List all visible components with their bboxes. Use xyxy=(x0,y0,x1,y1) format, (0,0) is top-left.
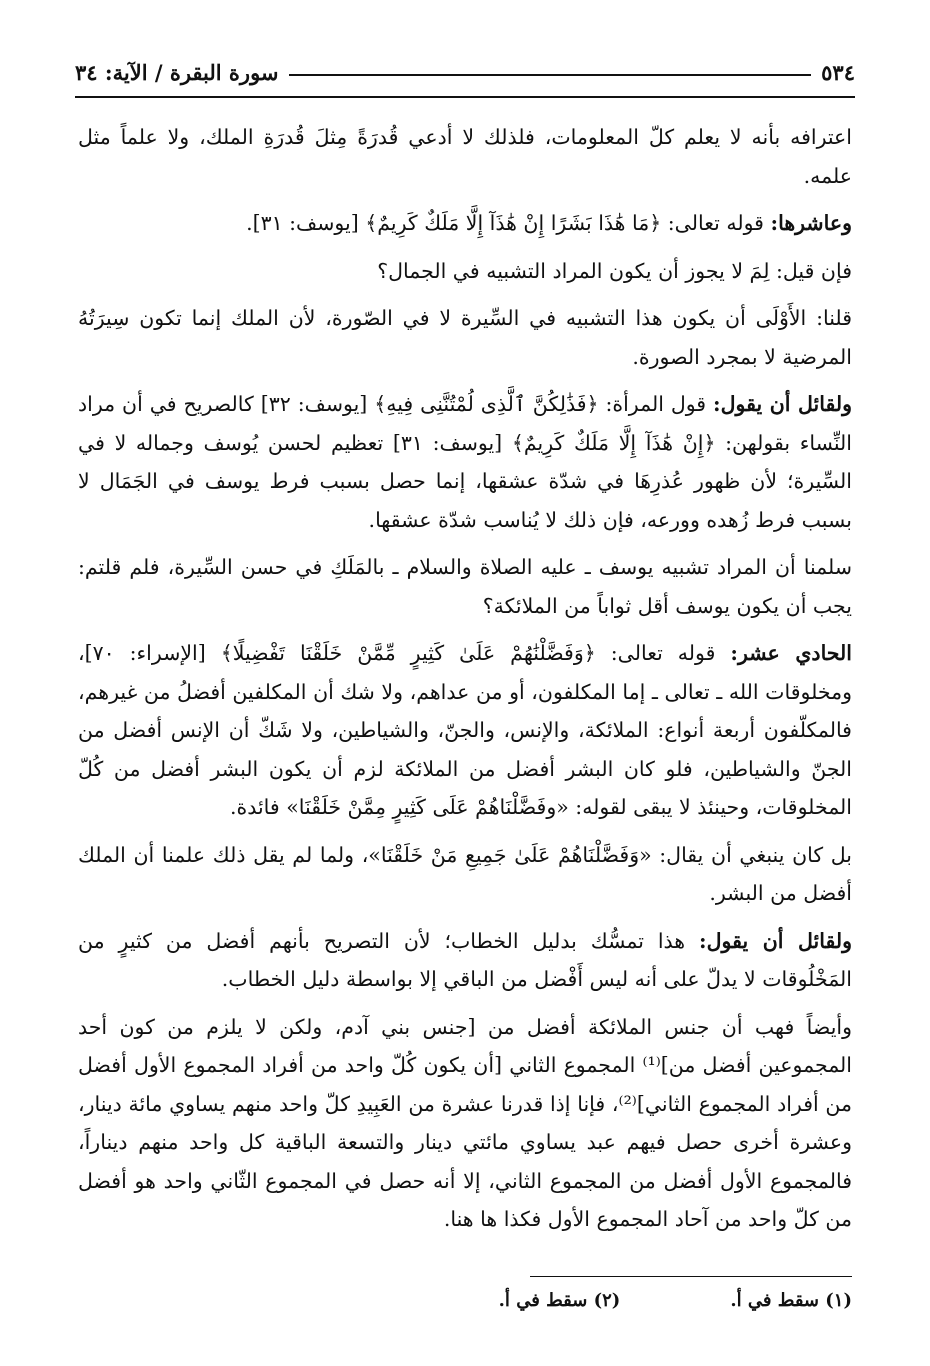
paragraph-text: قوله تعالى: ﴿مَا هَٰذَا بَشَرًا إِنْ هَٰذَآ إِلَّا مَلَكٌ كَرِيمٌ﴾ [يوسف: ٣١]. xyxy=(246,211,771,235)
paragraph-text: هذا تمسُّك بدليل الخطاب؛ لأن التصريح بأنهم أفضل من كثيرٍ من المَخْلُوقات لا يدلّ على أنه ليس أَفْضل من الباقي إلا بواسطة دليل الخطاب. xyxy=(78,928,852,991)
paragraph-text: قوله تعالى: ﴿وَفَضَّلْنَٰهُمْ عَلَىٰ كَثِيرٍ مِّمَّنْ خَلَقْنَا تَفْضِيلًا﴾ [الإسراء: ٧٠]، ومخلوقات الله ـ تعالى ـ إما المكلفون، أو من عداهم، ولا شك أن المكلفين أفضلُ من غيرهم، فالمكلّفون أربعة أنواع: الملائكة، والإنس، والجنّ، والشياطين، ولا شَكّ أن الإنس أفضل من الجنّ والشياطين، فلو كان البشر أفضل من الملائكة لزم أن يكون البشر أفضل من كُلّ المخلوقات، وحينئذ لا يبقى لقوله: «وفَضَّلْنَاهُمْ عَلَى كَثِيرٍ مِمَّنْ خَلَقْنَا» فائدة. xyxy=(78,641,852,819)
paragraph-text: قول المرأة: ﴿فَذَٰلِكُنَّ ٱلَّذِى لُمْتُنَّنِى فِيهِ﴾ [يوسف: ٣٢] كالصريح في أن مراد النِّساء بقولهن: ﴿إِنْ هَٰذَآ إِلَّا مَلَكٌ كَرِيمٌ﴾ [يوسف: ٣١] تعظيم لحسن يُوسف وجماله لا في السِّيرة؛ لأن ظهور عُذرِهَا في شدّة عشقها، إنما حصل بسبب فرط يوسف في الجَمَال لا بسبب فرط زُهده وورعه، فإن ذلك لا يُناسب شدّة عشقها. xyxy=(78,392,853,532)
paragraph xyxy=(78,118,852,195)
paragraph xyxy=(78,385,852,539)
page-header xyxy=(75,52,855,92)
paragraph-lead: ولقائل أن يقول: xyxy=(713,392,852,416)
paragraph-lead: ولقائل أن يقول: xyxy=(699,928,852,953)
paragraph-text: سلمنا أن المراد تشبيه يوسف ـ عليه الصلاة والسلام ـ بالمَلَكِ في حسن السِّيرة، فلم قلتم: يجب أن يكون يوسف أقل ثواباً من الملائكة؟ xyxy=(78,555,852,618)
footnote-2: (٢) سقط في أ. xyxy=(498,1290,621,1311)
footnote-1: (١) سقط في أ. xyxy=(730,1290,852,1311)
running-title: سورة البقرة / الآية: ٣٤ xyxy=(75,59,279,85)
paragraph-lead: وعاشرها: xyxy=(770,211,852,235)
paragraph xyxy=(78,548,852,625)
paragraph-text: وأيضاً فهب أن جنس الملائكة أفضل من [جنس بني آدم، ولكن لا يلزم من كون أحد المجموعين أفضل من]⁽¹⁾ المجموع الثاني [أن يكون كُلّ واحد من أفراد المجموع الأول أفضل من أفراد المجموع الثاني]⁽²⁾، فإنا إذا قدرنا عشرة من العَبِيدِ كلّ واحد منهم يساوي مائة دينار، وعشرة أخرى حصل فيهم عبد يساوي مائتي دينار والتسعة الباقية كل واحد منهم ديناراً، فالمجموع الأول أفضل من المجموع الثاني، إلا أنه حصل في المجموع الثّاني واحد هو أفضل من كلّ واحد من آحاد المجموع الأول فكذا ها هنا. xyxy=(78,1014,852,1231)
paragraph xyxy=(78,836,852,913)
header-divider xyxy=(75,96,855,98)
paragraph-text: بل كان ينبغي أن يقال: «وَفَضَّلْنَاهُمْ عَلَىٰ جَمِيعِ مَنْ خَلَقْنَا»، ولما لم يقل ذلك علمنا أن الملك أفضل من البشر. xyxy=(78,842,852,905)
paragraph-text: فإن قيل: لِمَ لا يجوز أن يكون المراد التشبيه في الجمال؟ xyxy=(377,258,852,283)
header-rule xyxy=(289,74,812,76)
page-body xyxy=(78,118,852,1248)
paragraph xyxy=(78,922,852,999)
paragraph xyxy=(78,1008,852,1239)
paragraph xyxy=(78,634,852,827)
paragraph-lead: الحادي عشر: xyxy=(730,641,852,665)
paragraph xyxy=(78,252,852,291)
page-number: ٥٣٤ xyxy=(821,59,855,85)
paragraph-text: قلنا: الأَوْلَى أن يكون هذا التشبيه في السِّيرة لا في الصّورة، لأن الملك إنما تكون سِيرَتُهُ المرضية لا بمجرد الصورة. xyxy=(78,306,852,369)
paragraph xyxy=(78,204,852,243)
paragraph xyxy=(78,299,852,376)
footnotes xyxy=(78,1290,852,1311)
paragraph-text: اعترافه بأنه لا يعلم كلّ المعلومات، فلذلك لا أدعي قُدرَةً مِثلَ قُدرَةِ الملك، ولا علماً مثل علمه. xyxy=(78,125,852,188)
footnote-divider xyxy=(530,1276,852,1277)
